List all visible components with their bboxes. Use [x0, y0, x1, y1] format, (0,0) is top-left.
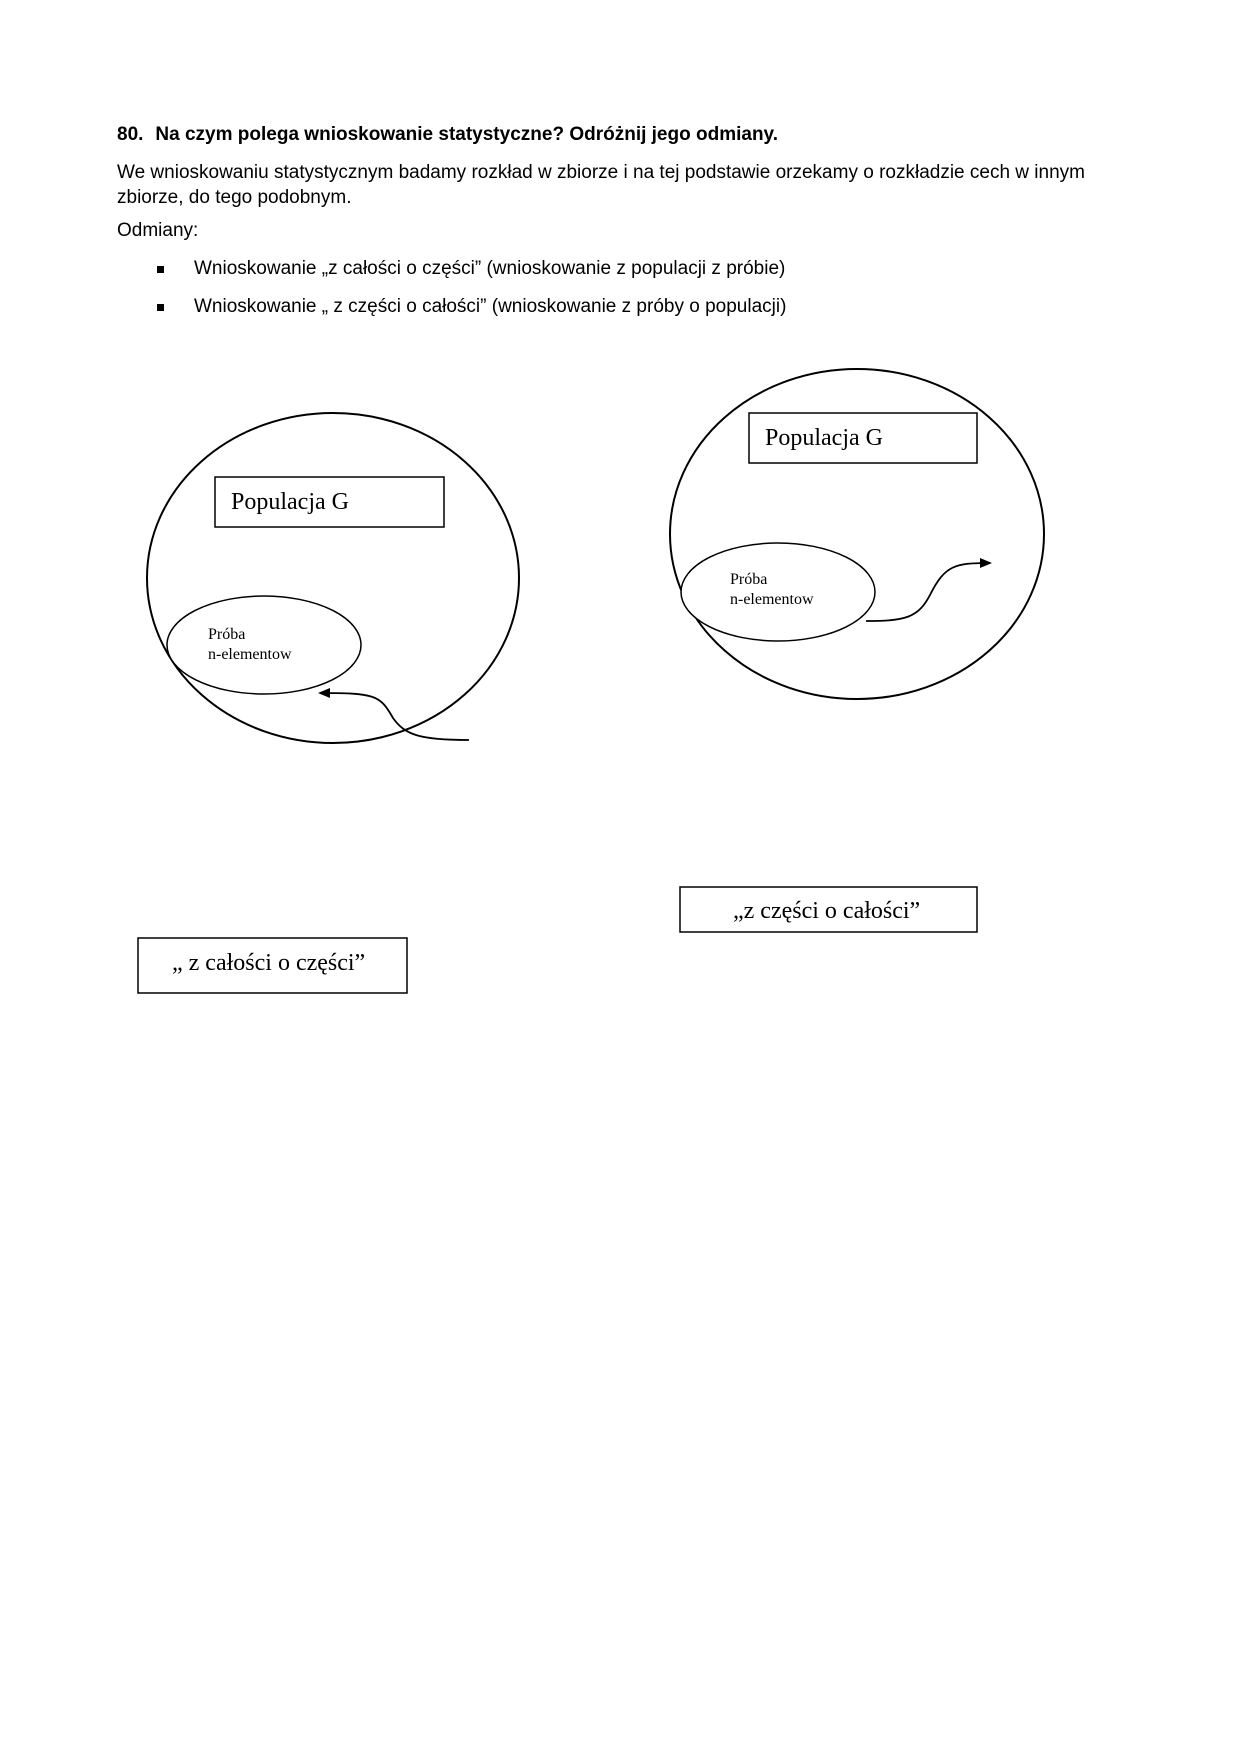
left-diagram	[138, 413, 519, 993]
right-diagram	[670, 369, 1044, 932]
right-sample-label-1: Próba	[730, 571, 768, 588]
left-sample-label-1: Próba	[208, 626, 246, 643]
question-number: 80.	[117, 124, 144, 145]
variants-label: Odmiany:	[117, 220, 199, 241]
definition-paragraph: We wnioskowaniu statystycznym badamy rozkład w zbiorze i na tej podstawie orzekamy o rozkładzie cech w innym zbiorze, do tego podobnym.	[117, 162, 1085, 208]
right-caption: „z części o całości”	[733, 898, 921, 924]
right-population-label: Populacja G	[765, 425, 883, 451]
left-sample-label-2: n-elementow	[208, 646, 292, 663]
bullet-text-2: Wnioskowanie „ z części o całości” (wnioskowanie z próby o populacji)	[194, 296, 787, 317]
bullet-text-1: Wnioskowanie „z całości o części” (wnioskowanie z populacji z próbie)	[194, 258, 786, 279]
left-population-label: Populacja G	[231, 489, 349, 515]
left-sample-ellipse	[167, 596, 361, 694]
right-inference-arrow	[866, 563, 990, 621]
left-caption: „ z całości o części”	[172, 950, 366, 976]
question-title: Na czym polega wnioskowanie statystyczne? Odróżnij jego odmiany.	[155, 124, 778, 145]
right-sample-label-2: n-elementow	[730, 591, 814, 608]
